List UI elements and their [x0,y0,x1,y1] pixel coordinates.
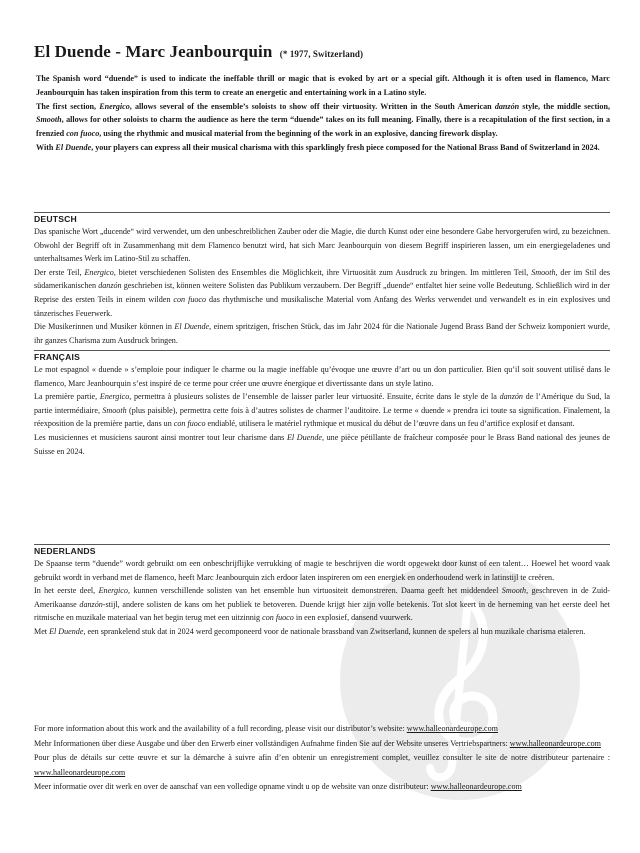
footer-english: For more information about this work and the availability of a full recording, please visit our distributor’s website: www.halleonardeurope.com [34,724,498,733]
francais-paragraph-3: Les musiciennes et musiciens sauront ainsi montrer tout leur charisme dans El Duende, une pièce pétillante de fraîcheur composée pour le Brass Band national des jeunes de Suisse en 2024. [34,432,611,456]
section-heading-francais: FRANÇAIS [34,350,610,363]
deutsch-section [34,212,610,347]
nederlands-paragraph-3: Met El Duende, een sprankelend stuk dat in 2024 werd gecomponeerd voor de nationale brassband van Zwitserland, kunnen de spelers al hun muzikale charisma etaleren. [34,626,586,636]
section-heading-deutsch: DEUTSCH [34,212,610,225]
english-paragraph-3: With El Duende, your players can express all their musical charisma with this sparklingly fresh piece composed for the National Brass Band of Switzerland in 2024. [36,142,600,152]
footer-francais: Pour plus de détails sur cette œuvre et sur la démarche à suivre afin d’en obtenir un enregistrement complet, veuillez consulter le site de notre distributeur partenaire : www.halleonardeurope.com [34,753,610,777]
title-text: El Duende - Marc Jeanbourquin [34,42,273,61]
francais-paragraph-2: La première partie, Energico, permettra à plusieurs solistes de l’ensemble de laisser parler leur virtuosité. Ensuite, écrite dans le style de la danzón de l’Amérique du Sud, la partie intermédiaire, Smooth (plus paisible), permettra cette fois à d’autres solistes de charmer l’auditoire. Le terme « duende » prendra ici toute sa signification. Finalement, la réexposition de la première partie, dans un con fuoco endiablé, utilisera le matériel rythmique et musical du début de l’œuvre dans un feu d’artifice explosif et dansant. [34,392,611,429]
distributor-link-en[interactable]: www.halleonardeurope.com [406,724,498,733]
nederlands-paragraph-2: In het eerste deel, Energico, kunnen verschillende solisten van het ensemble hun virtuositeit demonstreren. Daarna geeft het middendeel Smooth, geschreven in de Zuid-Amerikaanse danzón-stijl, andere solisten de kans om het publiek te betoveren. Duende krijgt hier zijn volle betekenis. Tot slot keert in de herneming van het eerste deel het ritmische en muzikale materiaal van het begin terug met een uitzinnig con fuoco in een explosief, dansend vuurwerk. [34,586,610,623]
english-paragraph-2: The first section, Energico, allows several of the ensemble’s soloists to show off their virtuosity. Written in the South American danzón style, the middle section, Smooth, allows for other soloists to charm the audience as here the term “duende” takes on its full meaning. Finally, there is a recapitulation of the first section, in a frenzied con fuoco, using the rhythmic and musical material from the beginning of the work in an explosive, dancing firework display. [36,101,610,139]
english-paragraph-1: The Spanish word “duende” is used to indicate the ineffable thrill or magic that is evoked by art or a special gift. Although it is often used in flamenco, Marc Jeanbourquin has taken inspiration from this term to create an energetic and entertaining work in a Latino style. [36,74,610,97]
deutsch-paragraph-3: Die Musikerinnen und Musiker können in El Duende, einem spritzigen, frischen Stück, das im Jahr 2024 für die Nationale Jugend Brass Band der Schweiz komponiert wurde, ihr ganzes Charisma zum Ausdruck bringen. [34,322,610,345]
footer-nederlands: Meer informatie over dit werk en over de aanschaf van een volledige opname vindt u op de website van onze distributeur: www.halleonardeurope.com [34,782,522,792]
english-section [36,72,610,155]
francais-paragraph-1: Le mot espagnol « duende » s’emploie pour indiquer le charme ou la magie ineffable qu’évoque une œuvre d’art ou un don particulier. Bien qu’il soit souvent utilisé dans le flamenco, Marc Jeanbourquin s’est inspiré de ce terme pour créer une œuvre énergique et divertissante dans un style latino. [34,365,610,388]
section-heading-nederlands: NEDERLANDS [34,544,610,557]
footer [34,722,610,795]
deutsch-paragraph-1: Das spanische Wort „ducende“ wird verwendet, um den unbeschreiblichen Zauber oder die Magie, die durch Kunst oder eine besondere Gabe hervorgerufen wird, zu bezeichnen. Obwohl der Begriff oft in Zusammenhang mit dem Flamenco benutzt wird, hat sich Marc Jeanbourquin von diesem Begriff inspirieren lassen, um ein energiegeladenes und unterhaltsames Werk im Latino-Stil zu schaffen. [34,227,610,264]
nederlands-paragraph-1: De Spaanse term “duende” wordt gebruikt om een onbeschrijflijke verrukking of magie te beschrijven die wordt opgewekt door kunst of een talent… Hoewel het woord vaak gebruikt wordt in verband met de flamenco, heeft Marc Jeanbourquin zich erdoor laten inspireren om een energiek en onderhoudend werk in latinstijl te creëren. [34,559,610,582]
footer-deutsch: Mehr Informationen über diese Ausgabe und über den Erwerb einer vollständigen Aufnahme finden Sie auf der Website unseres Vertriebspartners: www.halleonardeurope.com [34,738,601,748]
deutsch-paragraph-2: Der erste Teil, Energico, bietet verschiedenen Solisten des Ensembles die Möglichkeit, ihre Virtuosität zum Ausdruck zu bringen. Im mittleren Teil, Smooth, der im Stil des südamerikanischen danzón geschrieben ist, können weitere Solisten das Publikum verzaubern. Der Begriff „duende“ entfaltet hier seine volle Bedeutung. Schließlich wird in der Reprise des ersten Teils in einem wilden con fuoco das rhythmische und musikalische Material vom Anfang des Werks verwendet und verwandelt es in ein explosives und tänzerisches Feuerwerk. [34,267,610,318]
francais-section [34,350,610,458]
title-subtitle: (* 1977, Switzerland) [279,49,364,59]
distributor-link-nl[interactable]: www.halleonardeurope.com [430,782,522,792]
distributor-link-de[interactable]: www.halleonardeurope.com [509,738,601,748]
distributor-link-fr[interactable]: www.halleonardeurope.com [34,767,126,777]
page-title [34,42,363,62]
nederlands-section [34,544,610,639]
